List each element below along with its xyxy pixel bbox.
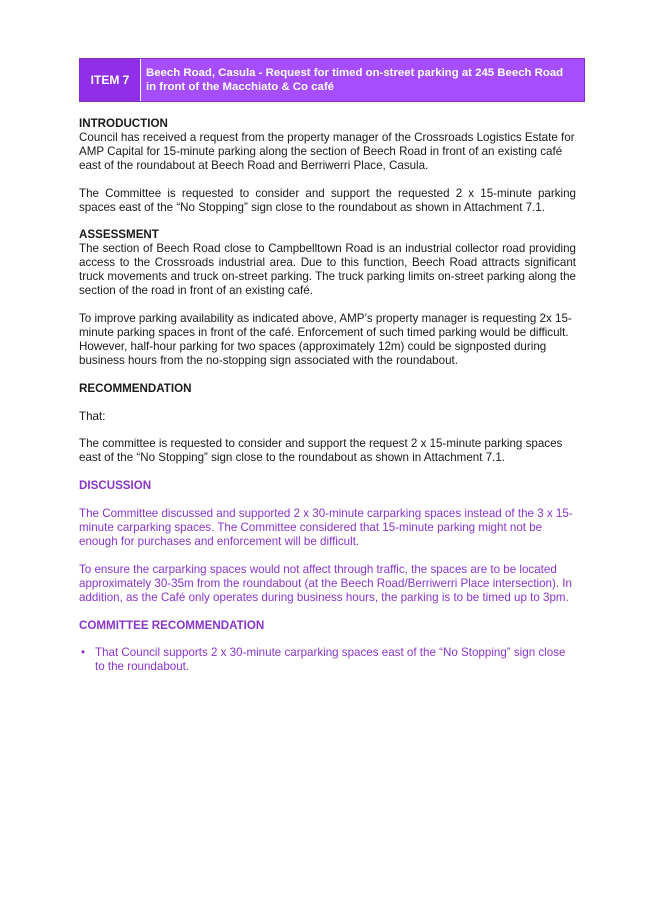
assessment-paragraph-2: To improve parking availability as indicated above, AMP’s property manager is requesting 2x 15-minute parking spaces in front of the café. Enforcement of such timed parking would be difficult. However, half-hour parking for two spaces (approximately 12m) could be signposted during business hours from the no-stopping sign associated with the roundabout.: [79, 311, 572, 367]
recommendation-heading: RECOMMENDATION: [79, 381, 192, 395]
item-title-line-1: Beech Road, Casula - Request for timed on-street parking at 245 Beech Road: [146, 67, 564, 79]
introduction-heading: INTRODUCTION: [79, 117, 168, 130]
bullet-icon: •: [81, 646, 86, 660]
discussion-paragraph-1: The Committee discussed and supported 2 x 30-minute carparking spaces instead of the 3 x 15-minute carparking spaces. The Committee considered that 15-minute parking might not be enough for purchases and enforcement will be difficult.: [79, 507, 573, 548]
list-item: [81, 646, 576, 674]
discussion-paragraph-2: To ensure the carparking spaces would not affect through traffic, the spaces are to be located approximately 30-35m from the roundabout (at the Beech Road/Berriwerri Place intersection). In addition, as the Café only operates during business hours, the parking is to be timed up to 3pm.: [79, 562, 572, 604]
recommendation-that: That:: [79, 409, 106, 423]
introduction-paragraph-2: The Committee is requested to consider and support the requested 2 x 15-minute parking spaces east of the “No Stopping” sign close to the roundabout as shown in Attachment 7.1.: [79, 186, 576, 214]
item-header-block: [79, 58, 585, 102]
committee-recommendation-heading: COMMITTEE RECOMMENDATION: [79, 618, 265, 632]
list-item-text: That Council supports 2 x 30-minute carparking spaces east of the “No Stopping” sign close to the roundabout.: [95, 646, 566, 674]
report-body: [79, 117, 576, 674]
recommendation-paragraph: The committee is requested to consider and support the request 2 x 15-minute parking spaces east of the “No Stopping” sign close to the roundabout as shown in Attachment 7.1.: [79, 437, 563, 465]
committee-recommendation-list: [79, 646, 576, 674]
item-title-line-2: in front of the Macchiato & Co café: [146, 81, 334, 93]
assessment-paragraph-1: The section of Beech Road close to Campbelltown Road is an industrial collector road providing access to the Crossroads industrial area. Due to this function, Beech Road attracts significant truck movements and truck on-street parking. The truck parking limits on-street parking along the section of the road in front of an existing café.: [79, 242, 576, 298]
item-header: [79, 58, 585, 102]
item-title: [141, 59, 584, 101]
assessment-heading: ASSESSMENT: [79, 228, 159, 242]
item-number-label: ITEM 7: [80, 59, 141, 101]
introduction-paragraph-1: Council has received a request from the property manager of the Crossroads Logistics Estate for AMP Capital for 15-minute parking along the section of Beech Road in front of an existing café east of the roundabout at Beech Road and Berriwerri Place, Casula.: [79, 130, 575, 172]
discussion-heading: DISCUSSION: [79, 479, 152, 493]
